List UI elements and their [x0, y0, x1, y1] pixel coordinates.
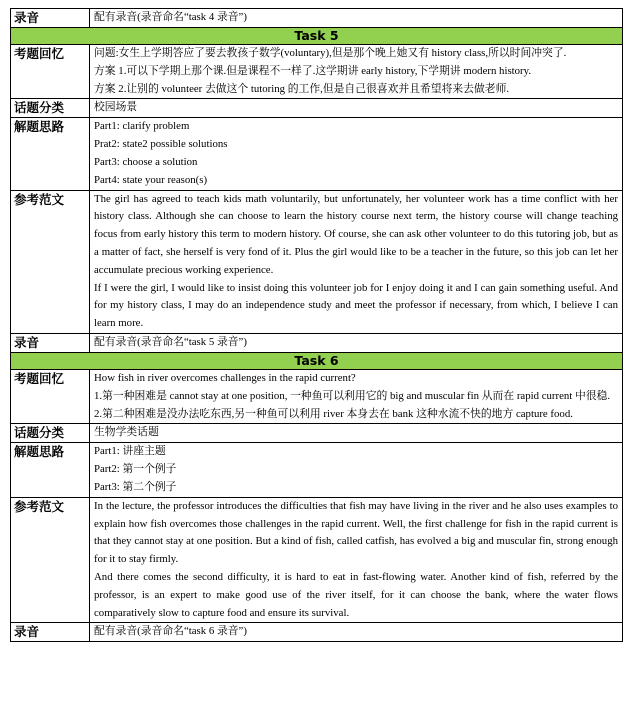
task5-sample-value: [90, 190, 623, 333]
task6-recall-row: [11, 369, 623, 423]
task6-sample-paragraph: And there comes the second difficulty, it is hard to eat in fast-flowing water. Another kind of fish, referred by the professor, is an expert to make good use of the river itself, for it can choose the bank, where the water flows comparatively slow to capture food and ensure its survival.: [94, 570, 618, 619]
task6-recall-line: 1.第一种困难是 cannot stay at one position, 一种鱼可以利用它的 big and muscular fin 从而在 rapid current 中很稳.: [94, 389, 611, 402]
task5-recording-value: 配有录音(录音命名“task 5 录音”): [90, 333, 623, 352]
task6-header-row: [11, 352, 623, 369]
task6-recording-row: [11, 623, 623, 642]
task6-category-value: 生物学类话题: [90, 424, 623, 443]
task5-approach-row: [11, 118, 623, 190]
task4-recording-row: [11, 9, 623, 28]
task6-recall-line: How fish in river overcomes challenges in the rapid current?: [94, 371, 356, 384]
task5-recall-row: [11, 45, 623, 99]
task6-sample-row: [11, 497, 623, 623]
task5-sample-row: [11, 190, 623, 333]
task5-recall-value: [90, 45, 623, 99]
task6-header: Task 6: [11, 352, 623, 369]
task5-approach-line: Part4: state your reason(s): [94, 173, 208, 186]
task5-category-label: 话题分类: [11, 99, 90, 118]
task5-sample-paragraph: If I were the girl, I would like to insist doing this volunteer job for I enjoy doing it and I can gain something useful. And for my history class, I may do an independence study and meet the professor if necessary, from which, I believe I can learn more.: [94, 281, 618, 330]
task6-recall-label: 考题回忆: [11, 369, 90, 423]
task5-approach-line: Part1: clarify problem: [94, 120, 190, 133]
task-notes-table: [10, 8, 623, 642]
task5-recording-row: [11, 333, 623, 352]
task6-recording-value: 配有录音(录音命名“task 6 录音”): [90, 623, 623, 642]
task5-header: Task 5: [11, 28, 623, 45]
task5-recall-line: 方案 2.让别的 volunteer 去做这个 tutoring 的工作,但是自己很喜欢并且希望将来去做老师.: [94, 82, 510, 95]
task5-recording-label: 录音: [11, 333, 90, 352]
task5-recall-line: 问题:女生上学期答应了要去教孩子数学(voluntary),但是那个晚上她又有 history class,所以时间冲突了.: [94, 47, 567, 59]
task5-approach-line: Prat2: state2 possible solutions: [94, 138, 228, 151]
task5-header-row: [11, 28, 623, 45]
task6-approach-line: Part2: 第一个例子: [94, 463, 177, 476]
task5-approach-label: 解题思路: [11, 118, 90, 190]
task5-sample-paragraph: The girl has agreed to teach kids math voluntarily, but unfortunately, her volunteer work has a time conflict with her history class. Although she can choose to learn the history course next term, the history course will change teaching focus from early history this term to modern history. Of course, she can ask other volunteer to do this tutoring job, but as a matter of fact, she herself is very fond of it. Plus the girl would like to be a teacher in the future, so this job can let her accumulate precious working experience.: [94, 192, 618, 276]
task6-approach-label: 解题思路: [11, 443, 90, 497]
task4-recording-label: 录音: [11, 9, 90, 28]
task6-approach-line: Part1: 讲座主题: [94, 445, 166, 458]
task6-sample-paragraph: In the lecture, the professor introduces the difficulties that fish may have living in the river and he also uses examples to explain how fish overcomes those challenges in the rapid current. Well, the first challenge for fish in the rapid current is that they cannot stay at one position. But a kind of fish, called catfish, has evolved a big and muscular fin, strong enough for it to stay firmly.: [94, 499, 618, 566]
task6-approach-row: [11, 443, 623, 497]
task6-category-row: [11, 424, 623, 443]
task6-recall-line: 2.第二种困难是没办法吃东西,另一种鱼可以利用 river 本身去在 bank 这种水流不快的地方 capture food.: [94, 407, 573, 420]
task4-recording-value: 配有录音(录音命名“task 4 录音”): [90, 9, 623, 28]
task6-sample-label: 参考范文: [11, 497, 90, 623]
task5-category-value: 校园场景: [90, 99, 623, 118]
task6-category-label: 话题分类: [11, 424, 90, 443]
task5-category-row: [11, 99, 623, 118]
task5-recall-label: 考题回忆: [11, 45, 90, 99]
task5-recall-line: 方案 1.可以下学期上那个课.但是课程不一样了.这学期讲 early history,下学期讲 modern history.: [94, 64, 532, 77]
task5-approach-value: [90, 118, 623, 190]
task6-approach-value: [90, 443, 623, 497]
task5-sample-label: 参考范文: [11, 190, 90, 333]
task6-recording-label: 录音: [11, 623, 90, 642]
task6-recall-value: [90, 369, 623, 423]
task5-approach-line: Part3: choose a solution: [94, 155, 198, 168]
task6-approach-line: Part3: 第二个例子: [94, 480, 177, 493]
task6-sample-value: [90, 497, 623, 623]
